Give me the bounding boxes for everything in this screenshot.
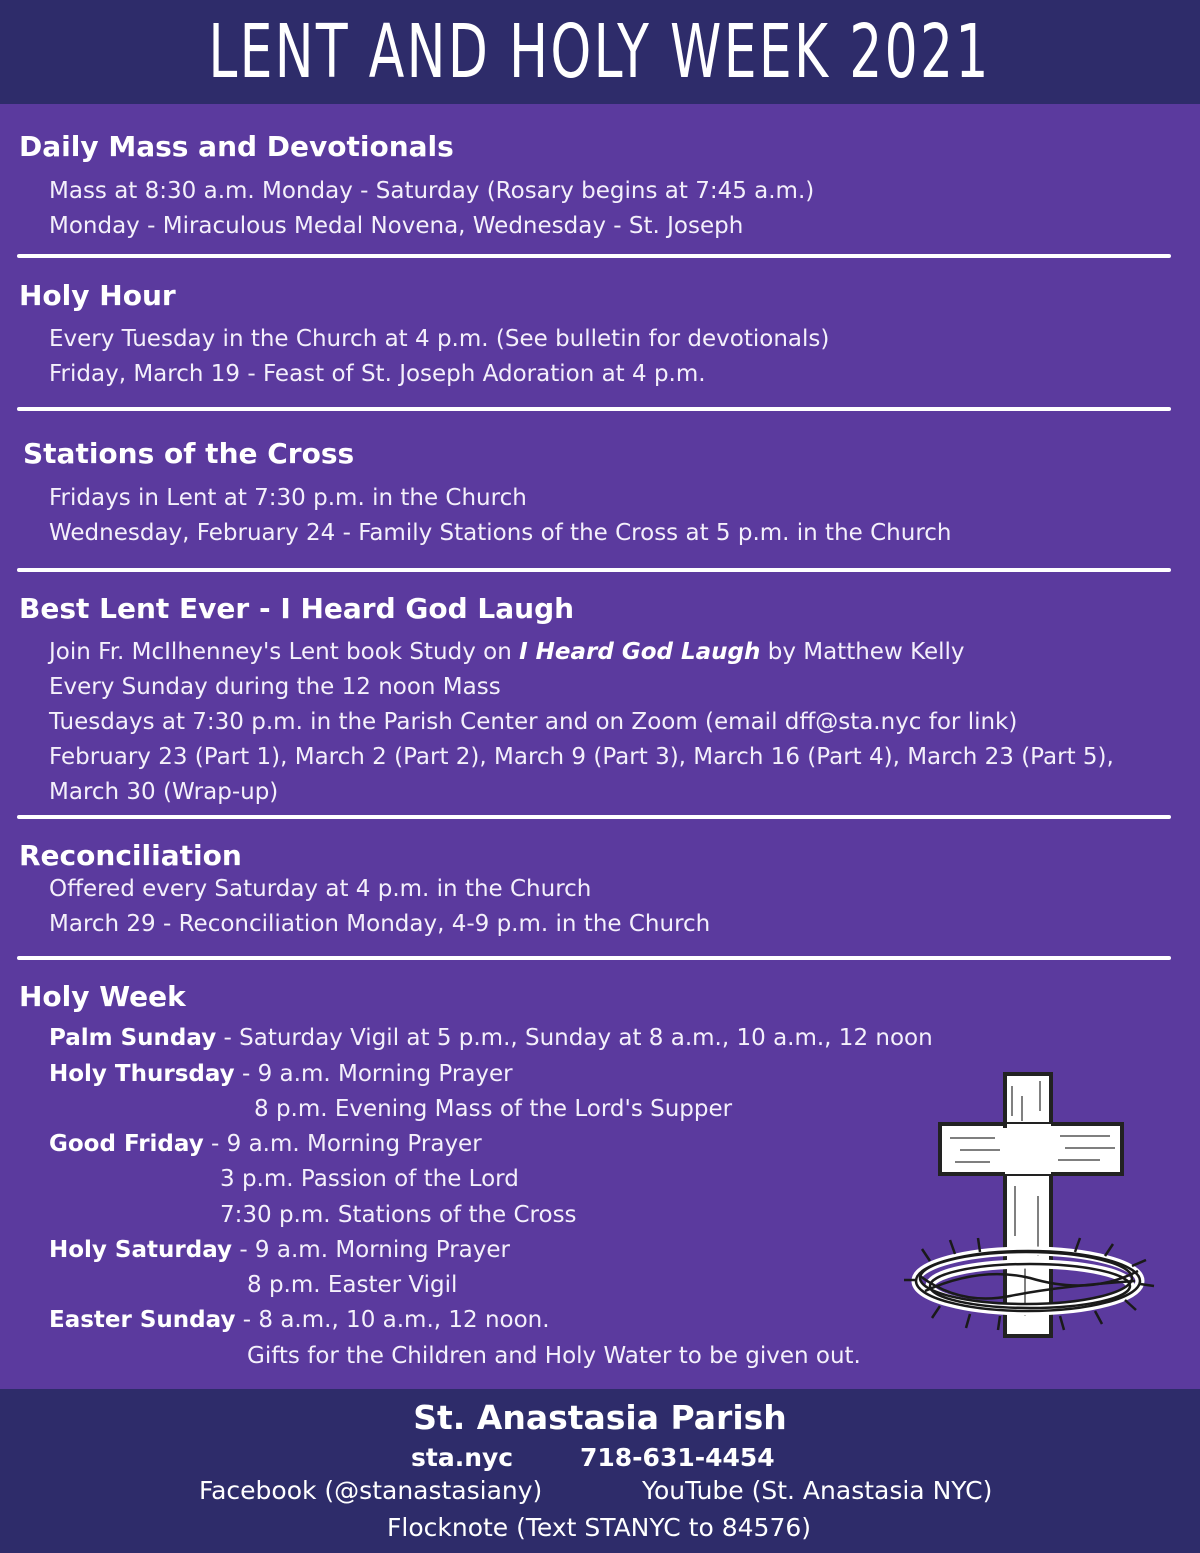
stations-line: Fridays in Lent at 7:30 p.m. in the Church [49, 485, 527, 511]
phone-number[interactable]: 718-631-4454 [580, 1443, 775, 1472]
daily-mass-line: Mass at 8:30 a.m. Monday - Saturday (Rosary begins at 7:45 a.m.) [49, 178, 815, 204]
holy-saturday-times: - 9 a.m. Morning Prayer [232, 1237, 510, 1263]
holy-hour-line: Every Tuesday in the Church at 4 p.m. (See bulletin for devotionals) [49, 326, 830, 352]
palm-sunday-times: - Saturday Vigil at 5 p.m., Sunday at 8 a.m., 10 a.m., 12 noon [216, 1025, 933, 1051]
book-title: I Heard God Laugh [519, 639, 761, 665]
easter-sunday-line-2: Gifts for the Children and Holy Water to be given out. [247, 1343, 861, 1369]
section-divider [17, 956, 1171, 960]
holy-saturday-line-2: 8 p.m. Easter Vigil [247, 1272, 458, 1298]
reconciliation-line: Offered every Saturday at 4 p.m. in the Church [49, 876, 592, 902]
good-friday-times: - 9 a.m. Morning Prayer [203, 1131, 482, 1157]
parish-name: St. Anastasia Parish [413, 1398, 787, 1437]
stations-line: Wednesday, February 24 - Family Stations of the Cross at 5 p.m. in the Church [49, 520, 952, 546]
holy-thursday-label: Holy Thursday [49, 1061, 235, 1087]
easter-sunday-times: - 8 a.m., 10 a.m., 12 noon. [235, 1307, 550, 1333]
section-title-stations: Stations of the Cross [23, 437, 355, 470]
best-lent-line: Every Sunday during the 12 noon Mass [49, 674, 501, 700]
best-lent-line: Tuesdays at 7:30 p.m. in the Parish Center and on Zoom (email dff@sta.nyc for link) [49, 709, 1018, 735]
reconciliation-line: March 29 - Reconciliation Monday, 4-9 p.m. in the Church [49, 911, 711, 937]
section-divider [17, 254, 1171, 258]
book-author: by Matthew Kelly [760, 639, 965, 665]
book-study-line [49, 637, 965, 667]
book-study-intro: Join Fr. McIlhenney's Lent book Study on [49, 639, 520, 665]
palm-sunday-line [49, 1023, 933, 1053]
footer-contact-banner [0, 1389, 1200, 1553]
section-divider [17, 407, 1171, 411]
holy-saturday-line [49, 1235, 510, 1265]
easter-sunday-line [49, 1305, 550, 1335]
holy-thursday-line [49, 1059, 513, 1089]
section-title-best-lent: Best Lent Ever - I Heard God Laugh [19, 592, 575, 625]
holy-saturday-label: Holy Saturday [49, 1237, 233, 1263]
website-link[interactable]: sta.nyc [411, 1443, 514, 1472]
facebook-link[interactable]: Facebook (@stanastasiany) [199, 1476, 543, 1505]
daily-devotional-line: Monday - Miraculous Medal Novena, Wednesday - St. Joseph [49, 213, 744, 239]
flocknote-info: Flocknote (Text STANYC to 84576) [387, 1513, 812, 1542]
cross-with-crown-of-thorns-icon [900, 1066, 1160, 1346]
easter-sunday-label: Easter Sunday [49, 1307, 236, 1333]
page-title: LENT AND HOLY WEEK 2021 [208, 9, 992, 95]
good-friday-line [49, 1129, 482, 1159]
best-lent-line: March 30 (Wrap-up) [49, 779, 279, 805]
section-title-reconciliation: Reconciliation [19, 839, 242, 872]
holy-thursday-line-2: 8 p.m. Evening Mass of the Lord's Supper [254, 1096, 733, 1122]
youtube-link[interactable]: YouTube (St. Anastasia NYC) [642, 1476, 993, 1505]
holy-thursday-times: - 9 a.m. Morning Prayer [234, 1061, 513, 1087]
section-title-daily-mass: Daily Mass and Devotionals [19, 130, 454, 163]
section-title-holy-week: Holy Week [19, 980, 186, 1013]
best-lent-line: February 23 (Part 1), March 2 (Part 2), March 9 (Part 3), March 16 (Part 4), March 23 (Part 5), [49, 744, 1114, 770]
section-title-holy-hour: Holy Hour [19, 279, 176, 312]
palm-sunday-label: Palm Sunday [49, 1025, 217, 1051]
good-friday-line-2: 3 p.m. Passion of the Lord [220, 1166, 519, 1192]
good-friday-line-3: 7:30 p.m. Stations of the Cross [220, 1202, 577, 1228]
section-divider [17, 815, 1171, 819]
section-divider [17, 568, 1171, 572]
header-banner [0, 0, 1200, 104]
holy-hour-line: Friday, March 19 - Feast of St. Joseph Adoration at 4 p.m. [49, 361, 706, 387]
good-friday-label: Good Friday [49, 1131, 204, 1157]
